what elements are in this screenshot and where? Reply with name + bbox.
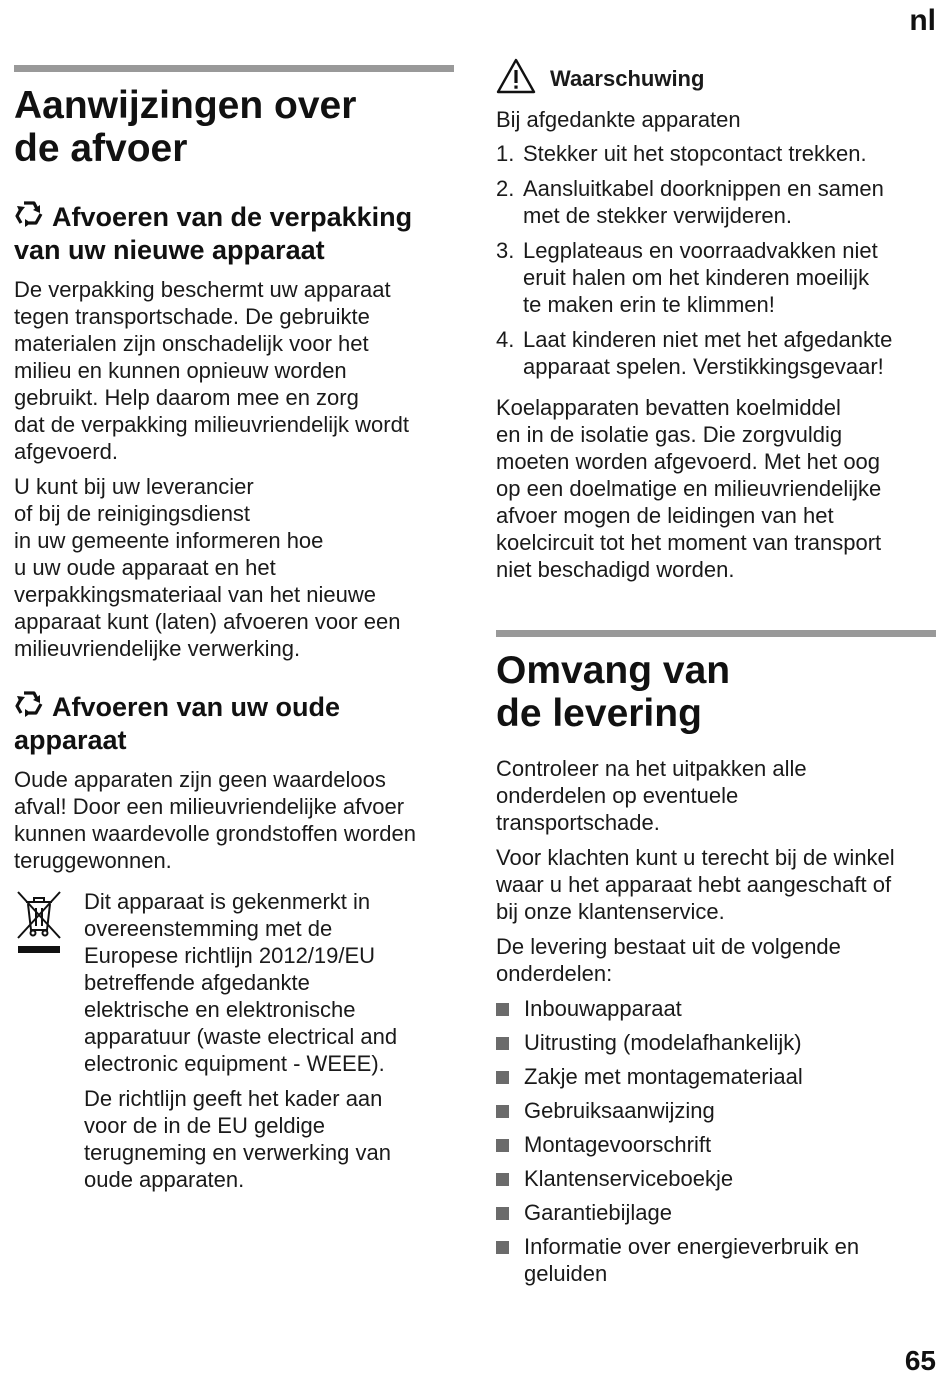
warning-header (496, 58, 936, 100)
list-item: Inbouwapparaat (496, 995, 936, 1022)
old-appliance-paragraph: Oude apparaten zijn geen waardeloos afval! Door een milieuvriendelijke afvoer kunnen waardevolle grondstoffen worden teruggewonnen. (14, 767, 416, 873)
delivery-paragraph-3: De levering bestaat uit de volgende onderdelen: (496, 934, 841, 986)
weee-paragraph-1: Dit apparaat is gekenmerkt in overeenstemming met de Europese richtlijn 2012/19/EU betreffende afgedankte elektrische en elektronische apparatuur (waste electrical and electronic equipment - WEEE). (84, 889, 398, 1076)
crossed-out-bin-icon (14, 941, 64, 958)
packaging-paragraph-1: De verpakking beschermt uw apparaat tegen transportschade. De gebruikte materialen zijn onschadelijk voor het milieu en kunnen opnieuw worden gebruikt. Help daarom mee en zorg dat de verpakking milieuvriendelijk wordt afgevoerd. (14, 277, 409, 464)
warning-triangle-icon (496, 58, 536, 100)
page-title-line: Aanwijzingen over (14, 84, 357, 127)
old-appliance-heading: Afvoeren van uw oude apparaat (14, 692, 341, 755)
list-item: 4. Laat kinderen niet met het afgedankte apparaat spelen. Verstikkingsgevaar! (496, 327, 893, 379)
list-item: 1. Stekker uit het stopcontact trekken. (496, 141, 867, 166)
square-bullet-icon (496, 1207, 509, 1220)
square-bullet-icon (496, 1241, 509, 1254)
packaging-heading: Afvoeren van de verpakking van uw nieuwe apparaat (14, 202, 413, 265)
delivery-paragraph-1: Controleer na het uitpakken alle onderdelen op eventuele transportschade. (496, 756, 807, 835)
list-item: Gebruiksaanwijzing (496, 1097, 936, 1124)
recycle-icon (14, 200, 44, 235)
list-item: Montagevoorschrift (496, 1131, 936, 1158)
square-bullet-icon (496, 1139, 509, 1152)
warning-steps (496, 140, 936, 380)
weee-block (14, 888, 454, 1193)
delivery-paragraph-2: Voor klachten kunt u terecht bij de winkel waar u het apparaat hebt aangeschaft of bij onze klantenservice. (496, 845, 895, 924)
square-bullet-icon (496, 1173, 509, 1186)
warning-intro: Bij afgedankte apparaten (496, 107, 741, 132)
section-rule (14, 65, 454, 72)
square-bullet-icon (496, 1003, 509, 1016)
warning-label: Waarschuwing (550, 66, 705, 91)
delivery-items (496, 995, 936, 1287)
weee-paragraph-2: De richtlijn geeft het kader aan voor de in de EU geldige terugneming en verwerking van oude apparaten. (84, 1086, 391, 1192)
recycle-icon (14, 690, 44, 725)
list-item: Garantiebijlage (496, 1199, 936, 1226)
right-column (496, 0, 936, 1287)
section-rule (496, 630, 936, 637)
refrigerant-paragraph: Koelapparaten bevatten koelmiddel en in de isolatie gas. Die zorgvuldig moeten worden afgevoerd. Met het oog op een doelmatige en milieuvriendelijke afvoer mogen de leidingen van het koelcircuit tot het moment van transport niet beschadigd worden. (496, 395, 882, 582)
packaging-paragraph-2: U kunt bij uw leverancier of bij de reinigingsdienst in uw gemeente informeren hoe u uw oude apparaat en het verpakkingsmateriaal van het nieuwe apparaat kunt (laten) afvoeren voor een milieuvriendelijke verwerking. (14, 474, 401, 661)
delivery-title-line: de levering (496, 692, 702, 735)
language-code: nl (909, 4, 936, 37)
left-column (14, 0, 454, 1193)
delivery-title (496, 649, 936, 735)
list-item: Klantenserviceboekje (496, 1165, 936, 1192)
page-number: 65 (904, 1345, 936, 1376)
list-item: Zakje met montagemateriaal (496, 1063, 936, 1090)
page-title (14, 84, 454, 170)
list-item: 2. Aansluitkabel doorknippen en samen met de stekker verwijderen. (496, 176, 884, 228)
page-title-line: de afvoer (14, 127, 188, 170)
delivery-title-line: Omvang van (496, 649, 731, 692)
square-bullet-icon (496, 1071, 509, 1084)
list-item: 3. Legplateaus en voorraadvakken niet eruit halen om het kinderen moeilijk te maken erin te klimmen! (496, 238, 878, 317)
square-bullet-icon (496, 1105, 509, 1118)
list-item: Informatie over energieverbruik en geluiden (496, 1233, 936, 1287)
list-item: Uitrusting (modelafhankelijk) (496, 1029, 936, 1056)
square-bullet-icon (496, 1037, 509, 1050)
